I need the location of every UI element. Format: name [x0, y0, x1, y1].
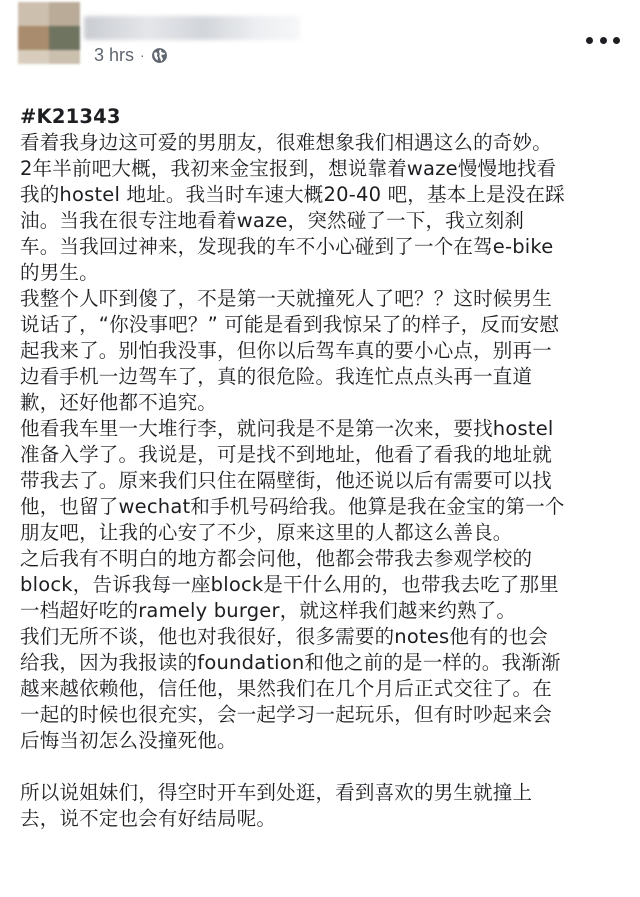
more-dot — [586, 37, 593, 44]
post-text-line: 一档超好吃的ramely burger，就这样我们越来约熟了。 — [20, 599, 517, 622]
post-text-line: 我的hostel 地址。我当时车速大概20-40 吧，基本上是没在踩 — [20, 183, 565, 206]
post-timestamp[interactable]: 3 hrs — [94, 44, 135, 65]
post-text-line: 油。当我在很专注地看着waze，突然碰了一下，我立刻刹 — [20, 209, 525, 232]
author-name[interactable] — [84, 16, 300, 40]
post-text-line: 带我去了。原来我们只住在隔壁街，他还说以后有需要可以找 — [20, 469, 552, 492]
post-text-line: 一起的时候也很充实，会一起学习一起玩乐，但有时吵起来会 — [20, 703, 552, 726]
post-text-line: 越来越依赖他，信任他，果然我们在几个月后正式交往了。在 — [20, 677, 552, 700]
post-text-line: 2年半前吧大概，我初来金宝报到，想说靠着waze慢慢地找看 — [20, 157, 557, 180]
more-dot — [613, 37, 620, 44]
post-hashtag[interactable]: #K21343 — [20, 105, 121, 128]
post-text-line: 的男生。 — [20, 261, 99, 284]
more-options-icon[interactable] — [586, 30, 620, 50]
post-blank-line — [20, 754, 626, 780]
post-text-line: 所以说姐妹们，得空时开车到处逛，看到喜欢的男生就撞上 — [20, 781, 533, 804]
meta-separator: · — [140, 47, 145, 63]
post-text-line: 他，也留了wechat和手机号码给我。他算是我在金宝的第一个 — [20, 495, 565, 518]
post-text-line: 歉，还好他都不追究。 — [20, 391, 218, 414]
post-text-line: 给我，因为我报读的foundation和他之前的是一样的。我渐渐 — [20, 651, 561, 674]
post-text-line: 边看手机一边驾车了，真的很危险。我连忙点点头再一直道 — [20, 365, 533, 388]
post-meta — [94, 42, 168, 68]
post-text-line: 准备入学了。我说是，可是找不到地址，他看了看我的地址就 — [20, 443, 552, 466]
post-text-line: 我们无所不谈，他也对我很好，很多需要的notes他有的也会 — [20, 625, 548, 648]
post-body — [20, 104, 626, 832]
globe-icon[interactable] — [151, 47, 168, 64]
post-text-line: block，告诉我每一座block是干什么用的，也带我去吃了那里 — [20, 573, 559, 596]
post-text-line: 说话了，“你没事吧？” 可能是看到我惊呆了的样子，反而安慰 — [20, 313, 560, 336]
post-text-line: 起我来了。别怕我没事，但你以后驾车真的要小心点，别再一 — [20, 339, 552, 362]
post-text-line: 他看我车里一大堆行李，就问我是不是第一次来，要找hostel — [20, 417, 554, 440]
post-text-line: 我整个人吓到傻了，不是第一天就撞死人了吧？？这时候男生 — [20, 287, 552, 310]
more-dot — [600, 37, 607, 44]
post-text-line: 朋友吧，让我的心安了不少，原来这里的人都这么善良。 — [20, 521, 513, 544]
post-header — [0, 0, 640, 84]
post-text-line: 去，说不定也会有好结局呢。 — [20, 807, 277, 830]
post-text-line: 后悔当初怎么没撞死他。 — [20, 729, 237, 752]
post-text-line: 之后我有不明白的地方都会问他，他都会带我去参观学校的 — [20, 547, 533, 570]
post-text-line: 看着我身边这可爱的男朋友，很难想象我们相遇这么的奇妙。 — [20, 131, 552, 154]
post-text-line: 车。当我回过神来，发现我的车不小心碰到了一个在驾e-bike — [20, 235, 554, 258]
avatar[interactable] — [18, 2, 80, 64]
